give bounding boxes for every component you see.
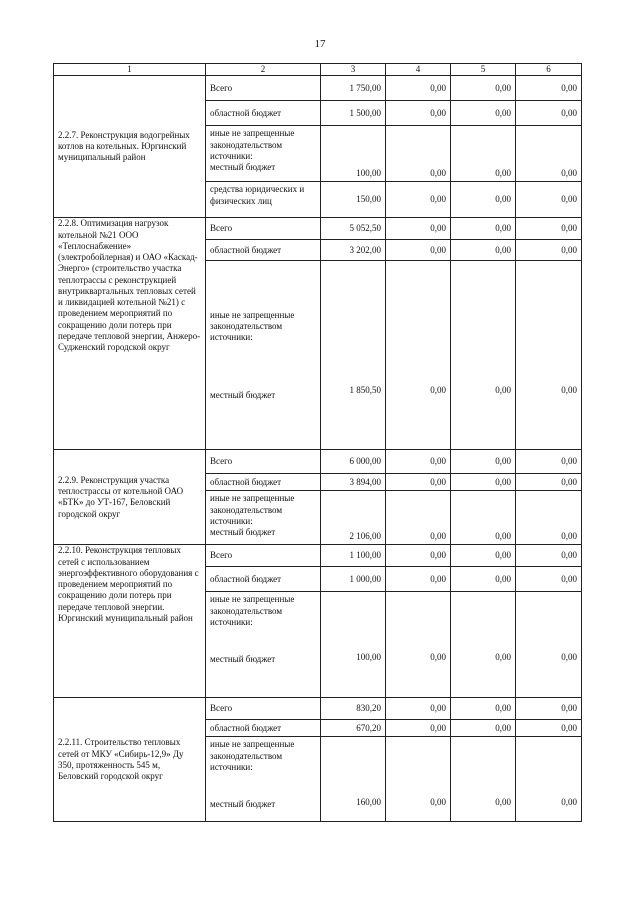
- source-label: Всего: [206, 218, 321, 240]
- amount-cell: 670,20: [321, 720, 386, 737]
- amount-cell: 0,00: [516, 567, 582, 592]
- local-budget-label: местный бюджет: [210, 389, 276, 400]
- amount-cell: 0,00: [451, 450, 516, 474]
- amount-cell: 100,00: [321, 592, 386, 698]
- measure-name: 2.2.9. Реконструкция участка теплострассы от котельной ОАО «БТК» до УТ-167, Беловский городской округ: [54, 450, 206, 545]
- amount-cell: 0,00: [386, 491, 451, 545]
- table-row: [54, 450, 582, 474]
- amount-cell: 0,00: [451, 491, 516, 545]
- header-row: [54, 64, 582, 76]
- amount-cell: 0,00: [386, 76, 451, 101]
- local-budget-label: местный бюджет: [210, 162, 276, 172]
- amount-cell: 0,00: [386, 698, 451, 720]
- amount-cell: 0,00: [386, 240, 451, 261]
- amount-cell: 0,00: [516, 474, 582, 491]
- amount-cell: 0,00: [451, 261, 516, 450]
- amount-cell: 0,00: [451, 101, 516, 126]
- source-label: областной бюджет: [206, 240, 321, 261]
- amount-cell: 1 850,50: [321, 261, 386, 450]
- page-number: 17: [314, 38, 326, 50]
- source-label: [206, 126, 321, 182]
- amount-cell: 0,00: [516, 261, 582, 450]
- source-label: Всего: [206, 545, 321, 567]
- other-sources-label: иные не запрещенные законодательством источники:: [210, 739, 295, 772]
- amount-cell: 0,00: [386, 182, 451, 218]
- amount-cell: 0,00: [516, 218, 582, 240]
- amount-cell: 0,00: [516, 450, 582, 474]
- amount-cell: 0,00: [451, 218, 516, 240]
- amount-cell: 0,00: [516, 76, 582, 101]
- source-label: [206, 592, 321, 698]
- source-label: Всего: [206, 76, 321, 101]
- other-sources-label: иные не запрещенные законодательством источники:: [210, 594, 295, 627]
- header-cell: 6: [516, 64, 582, 76]
- amount-cell: 3 894,00: [321, 474, 386, 491]
- amount-cell: 0,00: [386, 545, 451, 567]
- amount-cell: 0,00: [516, 182, 582, 218]
- amount-cell: 0,00: [386, 101, 451, 126]
- header-cell: 3: [321, 64, 386, 76]
- amount-cell: 1 750,00: [321, 76, 386, 101]
- amount-cell: 0,00: [451, 76, 516, 101]
- table-row: [54, 698, 582, 720]
- amount-cell: 0,00: [451, 240, 516, 261]
- source-label: средства юридических и физических лиц: [206, 182, 321, 218]
- amount-cell: 0,00: [386, 474, 451, 491]
- financing-table: [53, 63, 582, 822]
- amount-cell: 830,20: [321, 698, 386, 720]
- amount-cell: 0,00: [386, 126, 451, 182]
- amount-cell: 0,00: [451, 737, 516, 822]
- amount-cell: 0,00: [516, 240, 582, 261]
- header-cell: 4: [386, 64, 451, 76]
- amount-cell: 2 106,00: [321, 491, 386, 545]
- other-sources-label: иные не запрещенные законодательством источники:: [210, 128, 295, 161]
- source-label: Всего: [206, 698, 321, 720]
- source-label: [206, 491, 321, 545]
- amount-cell: 0,00: [386, 720, 451, 737]
- amount-cell: 0,00: [516, 737, 582, 822]
- amount-cell: 0,00: [516, 545, 582, 567]
- source-label: областной бюджет: [206, 101, 321, 126]
- amount-cell: 0,00: [451, 567, 516, 592]
- measure-name: 2.2.8. Оптимизация нагрузок котельной №21 ООО «Теплоснабжение» (электробойлерная) и ОАО «Каскад-Энерго» (строительство участка теплотрассы с реконструкцией внутриквартальных тепловых сетей и ликвидацией котельной №21) с проведением мероприятий по сокращению доли потерь при передаче тепловой энергии, Анжеро-Судженский городской округ: [54, 218, 206, 450]
- amount-cell: 6 000,00: [321, 450, 386, 474]
- amount-cell: 0,00: [386, 261, 451, 450]
- amount-cell: 1 500,00: [321, 101, 386, 126]
- source-label: областной бюджет: [206, 567, 321, 592]
- measure-name: 2.2.7. Реконструкция водогрейных котлов на котельных. Юргинский муниципальный район: [54, 76, 206, 218]
- amount-cell: 0,00: [386, 450, 451, 474]
- local-budget-label: местный бюджет: [210, 654, 276, 664]
- header-cell: 2: [206, 64, 321, 76]
- amount-cell: 0,00: [451, 698, 516, 720]
- amount-cell: 0,00: [386, 737, 451, 822]
- amount-cell: 0,00: [386, 218, 451, 240]
- amount-cell: 0,00: [451, 126, 516, 182]
- amount-cell: 150,00: [321, 182, 386, 218]
- header-cell: 5: [451, 64, 516, 76]
- amount-cell: 0,00: [451, 720, 516, 737]
- local-budget-label: местный бюджет: [210, 527, 276, 537]
- amount-cell: 3 202,00: [321, 240, 386, 261]
- amount-cell: 5 052,50: [321, 218, 386, 240]
- source-label: [206, 737, 321, 822]
- table-row: [54, 218, 582, 240]
- source-label: областной бюджет: [206, 474, 321, 491]
- measure-name: 2.2.10. Реконструкция тепловых сетей с использованием энергоэффективного оборудования с проведением мероприятий по сокращению доли потерь при передаче тепловой энергии. Юргинский муниципальный район: [54, 545, 206, 698]
- table-row: [54, 76, 582, 101]
- amount-cell: 0,00: [451, 592, 516, 698]
- source-label: областной бюджет: [206, 720, 321, 737]
- amount-cell: 0,00: [516, 720, 582, 737]
- measure-name: 2.2.11. Строительство тепловых сетей от МКУ «Сибирь-12,9» Ду 350, протяженность 545 м, Беловский городской округ: [54, 698, 206, 822]
- source-label: [206, 261, 321, 450]
- amount-cell: 1 100,00: [321, 545, 386, 567]
- amount-cell: 0,00: [516, 698, 582, 720]
- amount-cell: 0,00: [451, 545, 516, 567]
- amount-cell: 0,00: [516, 126, 582, 182]
- amount-cell: 1 000,00: [321, 567, 386, 592]
- amount-cell: 0,00: [451, 182, 516, 218]
- amount-cell: 0,00: [386, 567, 451, 592]
- other-sources-label: иные не запрещенные законодательством источники:: [210, 309, 295, 343]
- header-cell: 1: [54, 64, 206, 76]
- amount-cell: 0,00: [516, 491, 582, 545]
- amount-cell: 160,00: [321, 737, 386, 822]
- local-budget-label: местный бюджет: [210, 799, 276, 809]
- table-row: [54, 545, 582, 567]
- source-label: Всего: [206, 450, 321, 474]
- amount-cell: 0,00: [516, 101, 582, 126]
- other-sources-label: иные не запрещенные законодательством источники:: [210, 493, 295, 526]
- amount-cell: 0,00: [386, 592, 451, 698]
- amount-cell: 0,00: [516, 592, 582, 698]
- amount-cell: 0,00: [451, 474, 516, 491]
- amount-cell: 100,00: [321, 126, 386, 182]
